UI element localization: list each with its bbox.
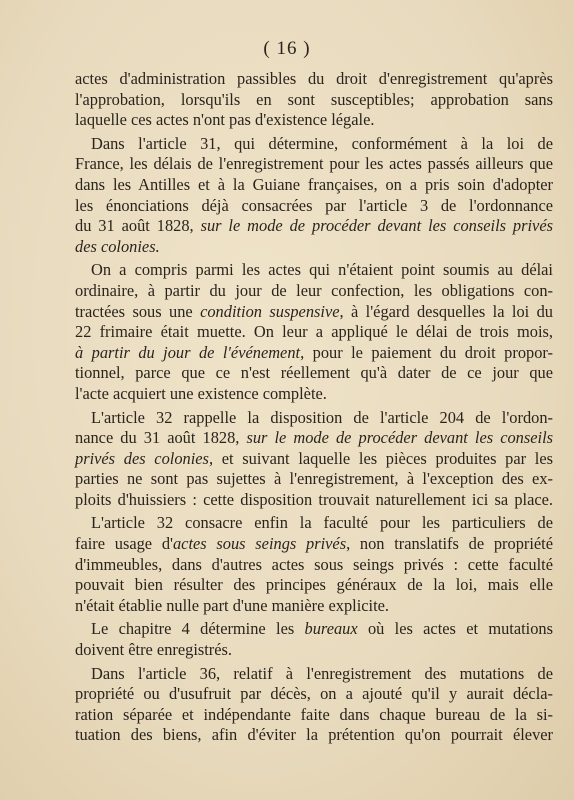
text-line (75, 134, 553, 155)
text-line (75, 725, 553, 746)
text-line (75, 90, 553, 111)
text-segment: , et suivant laquelle les pièces produites par les (208, 448, 553, 468)
text-segment: tionnel, parce que ce n'est réellement qu'à dater de ce jour que (75, 363, 553, 383)
text-line (75, 260, 553, 281)
text-segment: propriété ou d'usufruit par décès, on a ajouté qu'il y aurait décla- (75, 684, 553, 704)
text-line (75, 363, 553, 384)
text-segment: où les actes et mutations (357, 619, 553, 639)
text-segment: Le chapitre 4 détermine les (91, 619, 305, 639)
text-segment: L'article 32 consacre enfin la faculté pour les particuliers de (91, 513, 553, 533)
text-line (75, 705, 553, 726)
text-segment: Dans l'article 31, qui détermine, conformément à la loi de (91, 133, 553, 153)
italic-segment: à partir du jour de l'événement (75, 342, 301, 362)
text-segment: faire usage d' (75, 534, 173, 554)
text-line (75, 684, 553, 705)
text-line (75, 175, 553, 196)
text-line (75, 513, 553, 534)
text-segment: France, les délais de l'enregistrement pour les actes passés ailleurs que (75, 154, 553, 174)
italic-segment: condition suspensive (200, 301, 340, 321)
page-number: ( 16 ) (263, 38, 311, 59)
text-line (75, 216, 553, 237)
text-segment: parties ne sont pas sujettes à l'enregistrement, à l'exception des ex- (75, 469, 553, 489)
text-segment: l'approbation, lorsqu'ils en sont susceptibles; approbation sans (75, 89, 553, 109)
text-line (75, 469, 553, 490)
text-line (75, 596, 553, 617)
text-segment: nance du 31 août 1828, (75, 428, 247, 448)
text-segment: pouvait bien résulter des principes généraux de la loi, mais elle (75, 575, 553, 595)
text-segment: Dans l'article 36, relatif à l'enregistrement des mutations de (91, 663, 553, 683)
text-segment: l'acte acquiert une existence complète. (75, 383, 327, 403)
italic-segment: actes sous seings privés (172, 534, 347, 554)
text-segment: du 31 août 1828, (75, 216, 201, 236)
text-line (75, 196, 553, 217)
text-segment: tractées sous une (75, 301, 201, 321)
text-segment: laquelle ces actes n'ont pas d'existence légale. (75, 110, 375, 130)
text-segment: 22 frimaire était muette. On leur a appliqué le délai de trois mois, (75, 322, 553, 342)
text-segment: , à l'égard desquelles la loi du (339, 301, 553, 321)
text-segment: ration séparée et indépendante faite dans chaque bureau de la si- (75, 704, 553, 724)
italic-segment: bureaux (304, 619, 358, 639)
text-segment: ordinaire, à partir du jour de leur confection, les obligations con- (75, 280, 553, 300)
text-line (75, 490, 553, 511)
text-segment: , pour le paiement du droit propor- (300, 342, 553, 362)
body-text (75, 69, 553, 746)
text-segment: tuation des biens, afin d'éviter la prétention qu'on pourrait élever (75, 725, 553, 745)
text-line (75, 154, 553, 175)
text-segment: actes d'administration passibles du droit d'enregistrement qu'après (75, 69, 553, 88)
italic-segment: sur le mode de procéder devant les conseils privés (200, 216, 553, 236)
text-line (75, 428, 553, 449)
text-line (75, 302, 553, 323)
text-segment: d'immeubles, dans d'autres actes sous seings privés : cette faculté (75, 554, 553, 574)
text-line (75, 384, 553, 405)
text-segment: L'article 32 rappelle la disposition de l'article 204 de l'ordon- (91, 407, 553, 427)
text-line (75, 237, 553, 258)
text-segment: On a compris parmi les actes qui n'étaient point soumis au délai (91, 260, 553, 280)
text-line (75, 534, 553, 555)
text-segment: n'était établie nulle part d'une manière explicite. (75, 595, 390, 615)
text-line (75, 664, 553, 685)
text-line (75, 449, 553, 470)
text-line (75, 619, 553, 640)
italic-segment: privés des colonies (75, 448, 209, 468)
text-line (75, 555, 553, 576)
text-line (75, 640, 553, 661)
text-segment: doivent être enregistrés. (75, 640, 233, 660)
text-line (75, 110, 553, 131)
text-line (75, 322, 553, 343)
text-segment: les énonciations déjà consacrées par l'article 3 de l'ordonnance (75, 195, 553, 215)
italic-segment: des colonies. (75, 236, 160, 256)
text-segment: ploits d'huissiers : cette disposition trouvait naturellement ici sa place. (75, 489, 553, 509)
text-segment: dans les Antilles et à la Guiane françaises, on a pris soin d'adopter (75, 174, 553, 194)
text-line (75, 343, 553, 364)
text-line (75, 575, 553, 596)
text-segment: , non translatifs de propriété (346, 534, 554, 554)
text-line (75, 69, 553, 90)
text-line (75, 281, 553, 302)
italic-segment: sur le mode de procéder devant les conseils (246, 428, 553, 448)
text-line (75, 408, 553, 429)
